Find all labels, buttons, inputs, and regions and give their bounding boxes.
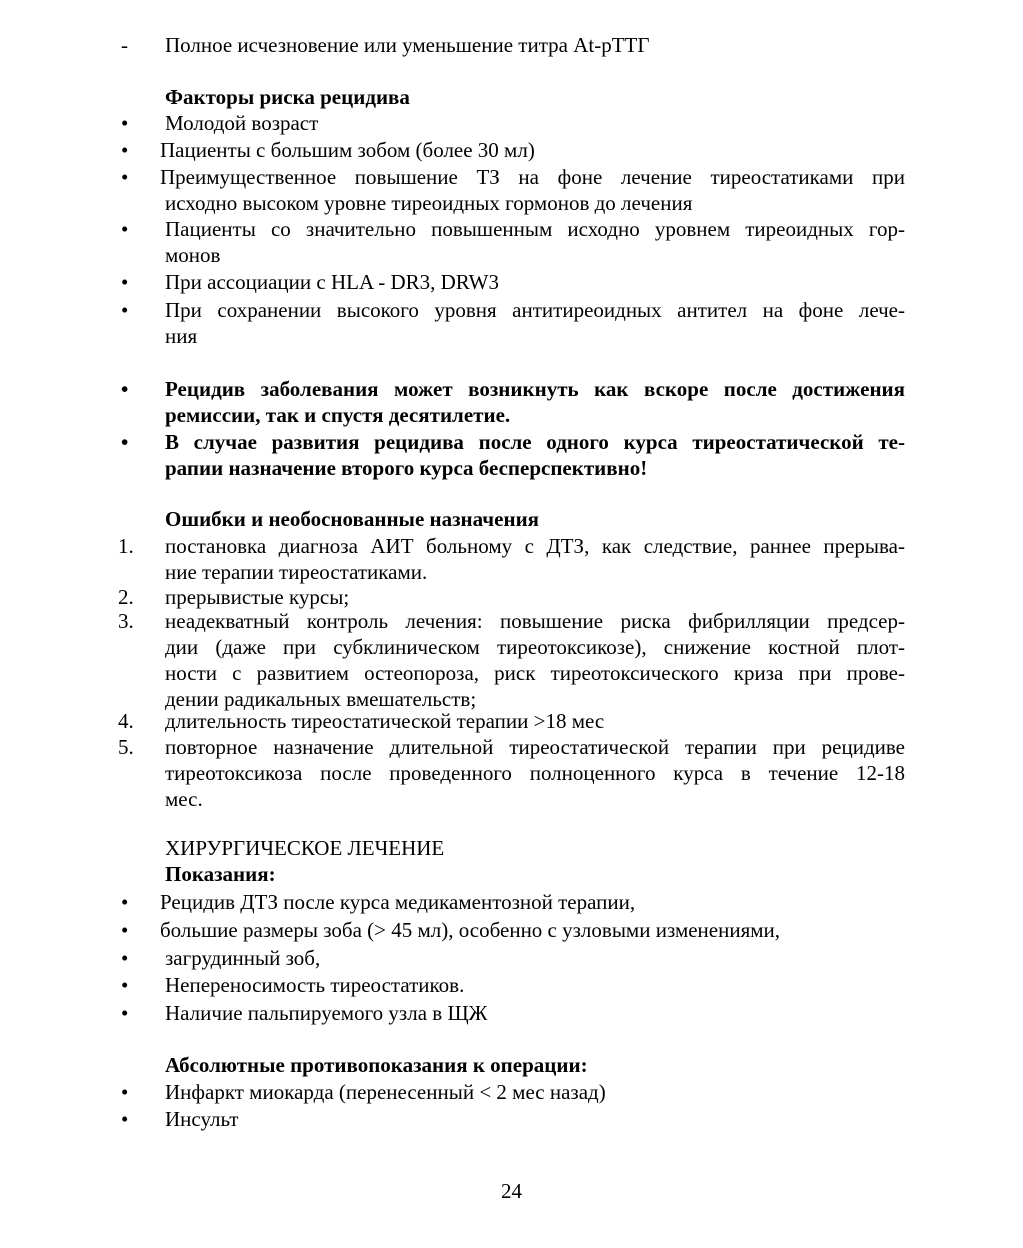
list-item-text-line: монов (165, 243, 221, 267)
bold-note-line: Рецидив заболевания может возникнуть как вскоре после достижения (165, 377, 905, 401)
number-marker: 1. (118, 534, 134, 558)
list-item-text: Пациенты с большим зобом (более 30 мл) (160, 138, 535, 162)
list-item-text: Инфаркт миокарда (перенесенный < 2 мес назад) (165, 1080, 606, 1104)
bullet-marker: • (121, 1107, 129, 1131)
indications-heading: Показания: (165, 862, 276, 886)
list-item-text: загрудинный зоб, (165, 946, 321, 970)
bullet-marker: • (121, 890, 129, 914)
bullet-marker: • (121, 430, 129, 454)
list-item-text: Рецидив ДТЗ после курса медикаментозной терапии, (160, 890, 636, 914)
bold-note-line: рапии назначение второго курса бесперспективно! (165, 456, 648, 480)
numbered-item-line: мес. (165, 787, 203, 811)
bullet-marker: • (121, 1001, 129, 1025)
numbered-item-line: повторное назначение длительной тиреостатической терапии при рецидиве (165, 735, 905, 759)
list-item-text: При ассоциации с HLA - DR3, DRW3 (165, 270, 499, 294)
numbered-item-line: неадекватный контроль лечения: повышение риска фибрилляции предсер- (165, 609, 905, 633)
dash-marker: - (121, 33, 128, 57)
bold-note-line: В случае развития рецидива после одного курса тиреостатической те- (165, 430, 905, 454)
numbered-item-line: дении радикальных вмешательств; (165, 687, 477, 711)
list-item-text: Непереносимость тиреостатиков. (165, 973, 465, 997)
list-item-text: Наличие пальпируемого узла в ЩЖ (165, 1001, 488, 1025)
bullet-marker: • (121, 946, 129, 970)
page-number: 24 (501, 1179, 522, 1203)
list-item-text-line: При сохранении высокого уровня антитиреоидных антител на фоне лече- (165, 298, 905, 322)
list-item-text: Инсульт (165, 1107, 239, 1131)
list-item-text: Полное исчезновение или уменьшение титра At-рТТГ (165, 33, 650, 57)
number-marker: 4. (118, 709, 134, 733)
bullet-marker: • (121, 918, 129, 942)
list-item-text: Молодой возраст (165, 111, 319, 135)
bullet-marker: • (121, 111, 129, 135)
bullet-marker: • (121, 377, 129, 401)
surgery-title: ХИРУРГИЧЕСКОЕ ЛЕЧЕНИЕ (165, 836, 445, 860)
numbered-item-line: ности с развитием остеопороза, риск тиреотоксического криза при прове- (165, 661, 905, 685)
numbered-item-line: тиреотоксикоза после проведенного полноценного курса в течение 12-18 (165, 761, 905, 785)
numbered-item-line: длительность тиреостатической терапии >18 мес (165, 709, 605, 733)
bold-note-line: ремиссии, так и спустя десятилетие. (165, 403, 511, 427)
bullet-marker: • (121, 165, 129, 189)
contraindications-heading: Абсолютные противопоказания к операции: (165, 1053, 588, 1077)
list-item-text-line: ния (165, 324, 198, 348)
list-item-text-line: исходно высоком уровне тиреоидных гормонов до лечения (165, 191, 693, 215)
section-heading-errors: Ошибки и необоснованные назначения (165, 507, 540, 531)
numbered-item-line: ние терапии тиреостатиками. (165, 560, 428, 584)
bullet-marker: • (121, 217, 129, 241)
number-marker: 2. (118, 585, 134, 609)
bullet-marker: • (121, 270, 129, 294)
section-heading-relapse-factors: Факторы риска рецидива (165, 85, 410, 109)
list-item-text-line: Преимущественное повышение ТЗ на фоне лечение тиреостатиками при (160, 165, 905, 189)
number-marker: 5. (118, 735, 134, 759)
bullet-marker: • (121, 298, 129, 322)
numbered-item-line: дии (даже при субклиническом тиреотоксикозе), снижение костной плот- (165, 635, 905, 659)
bullet-marker: • (121, 973, 129, 997)
bullet-marker: • (121, 138, 129, 162)
list-item-text-line: Пациенты со значительно повышенным исходно уровнем тиреоидных гор- (165, 217, 905, 241)
numbered-item-line: прерывистые курсы; (165, 585, 350, 609)
list-item-text: большие размеры зоба (> 45 мл), особенно с узловыми изменениями, (160, 918, 781, 942)
numbered-item-line: постановка диагноза АИТ больному с ДТЗ, как следствие, раннее прерыва- (165, 534, 905, 558)
number-marker: 3. (118, 609, 134, 633)
bullet-marker: • (121, 1080, 129, 1104)
